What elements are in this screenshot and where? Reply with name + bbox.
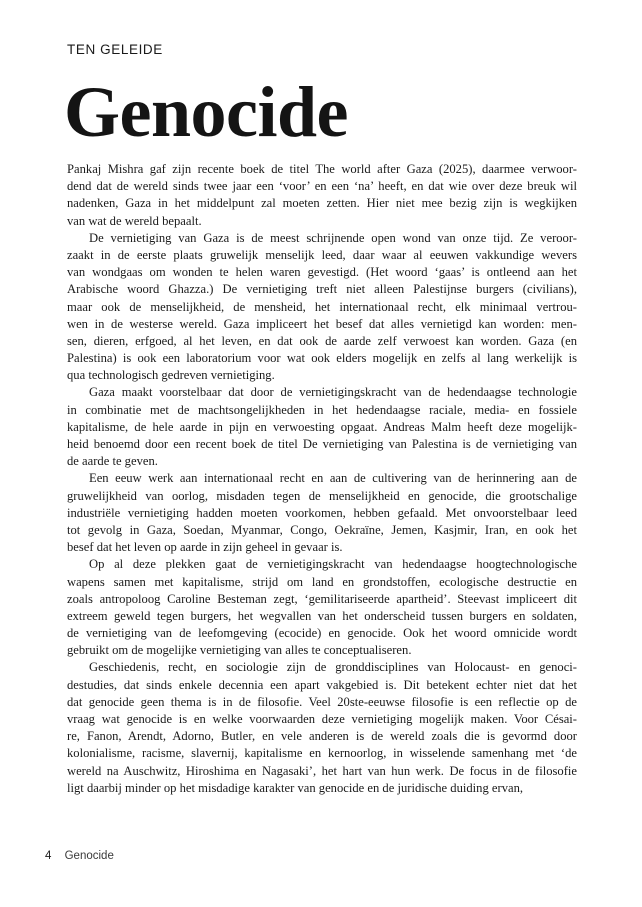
paragraph-line: destudies, dat sinds enkele decennia een apart vakgebied is. Dit betekent echter niet dat het <box>67 677 577 692</box>
paragraph-line: extreem geweld tegen burgers, het wegvallen van het onderscheid tussen burgers en soldaten, <box>67 608 577 623</box>
paragraph-line: zoals antropoloog Caroline Besteman zegt, ‘gemilitariseerde apartheid’. Steevast impliceert dit <box>67 591 577 606</box>
section-kicker: TEN GELEIDE <box>67 42 163 57</box>
paragraph-line: wapens samen met kapitalisme, strijd om land en grondstoffen, ecologische destructie en <box>67 574 577 589</box>
paragraph-line: Arabische woord Ghazza.) De vernietiging treft niet alleen Palestijnse burgers (civilians), <box>67 282 577 297</box>
paragraph-line: wen in de westerse wereld. Gaza impliceert het besef dat alles vernietigd kan worden: men- <box>67 316 577 331</box>
paragraph <box>67 556 577 659</box>
paragraph-line: Pankaj Mishra gaf zijn recente boek de titel The world after Gaza (2025), daarmee verwoor- <box>67 162 577 176</box>
paragraph-line: sen, dieren, erfgoed, al het leven, en dat ook de aarde zelf verwoest kan worden. Gaza (en <box>67 333 577 348</box>
paragraph-line: re, Fanon, Arendt, Adorno, Butler, en vele anderen is de wereld zoals die is gevormd door <box>67 729 577 744</box>
paragraph-line: in combinatie met de machtsongelijkheden in het hedendaagse raciale, media- en fossiele <box>67 402 577 417</box>
paragraph-line: de aarde te geven. <box>67 454 158 469</box>
paragraph <box>67 659 577 797</box>
paragraph-line: besef dat het leven op aarde in zijn geheel in gevaar is. <box>67 540 343 555</box>
page-title: Genocide <box>64 72 348 152</box>
paragraph-line: qua technologisch gedreven vernietiging. <box>67 368 275 383</box>
paragraph-line: kapitalisme, de hele aarde in pijn en verwoesting opgaat. Andreas Malm heeft deze mogelijk- <box>67 419 577 434</box>
paragraph-line: van wondgaas om wonden te helen waren gevestigd. (Het woord ‘gaas’ is ontleend aan het <box>67 265 577 280</box>
paragraph-line: zaakt in de eerste plaats gruwelijk menselijk leed, daar waar al eeuwen vakkundige wevers <box>67 247 577 262</box>
paragraph-line: vraag wat genocide is en welke voorwaarden deze vernietiging mogelijk maken. Voor Césai- <box>67 712 577 726</box>
paragraph-line: gebruikt om de mogelijke vernietiging van alles te conceptualiseren. <box>67 643 412 658</box>
article-body <box>67 161 577 797</box>
paragraph-line: heid benoemd door een recent boek de titel De vernietiging van Palestina is de vernietiging van <box>67 437 577 451</box>
paragraph-line: ligt daarbij minder op het misdadige karakter van genocide en de juridische duiding ervan, <box>67 780 524 795</box>
paragraph <box>67 470 577 556</box>
paragraph-line: de vernietiging van de leefomgeving (ecocide) en genocide. Ook het woord omnicide wordt <box>67 626 577 641</box>
running-title: Genocide <box>64 850 114 862</box>
paragraph-line: Geschiedenis, recht, en sociologie zijn de gronddisciplines van Holocaust- en genoci- <box>89 660 577 675</box>
paragraph-line: nadenken, Gaza in het middelpunt zal moeten zetten. Hier niet mee bezig zijn is wegkijken <box>67 196 577 211</box>
paragraph <box>67 230 577 385</box>
paragraph-line: tot gevolg in Gaza, Soedan, Myanmar, Congo, Oekraïne, Jemen, Kasjmir, Iran, en ook het <box>67 522 577 537</box>
paragraph <box>67 161 577 230</box>
paragraph-line: industriële vernietiging hadden moeten voorkomen, hebben gefaald. Met onvoorstelbaar leed <box>67 505 577 520</box>
paragraph-line: Gaza maakt voorstelbaar dat door de vernietigingskracht van de hedendaagse technologie <box>89 385 577 400</box>
paragraph-line: Een eeuw werk aan internationaal recht en aan de cultivering van de herinnering aan de <box>89 471 577 486</box>
paragraph-line: gruwelijkheid van oorlog, misdaden tegen de menselijkheid en genocide, die grootschalige <box>67 488 577 503</box>
page-footer <box>45 850 114 862</box>
paragraph-line: De vernietiging van Gaza is de meest schrijnende open wond van onze tijd. Ze veroor- <box>89 230 577 245</box>
paragraph-line: van wat de wereld bepaalt. <box>67 213 202 228</box>
page-number: 4 <box>45 850 52 862</box>
paragraph-line: Palestina) is ook een laboratorium voor wat ook elders mogelijk en zelfs al lang werkelijk is <box>67 351 577 366</box>
paragraph-line: dend dat de wereld sinds twee jaar een ‘voor’ en een ‘na’ heeft, en dat wie over deze breuk wil <box>67 179 577 194</box>
paragraph-line: maar ook de menselijkheid, de mensheid, het internationaal recht, elk minimaal vertrou- <box>67 299 577 314</box>
paragraph-line: dat genocide geen thema is in de filosofie. Veel 20ste-eeuwse filosofie is een reflectie op de <box>67 694 577 709</box>
paragraph <box>67 384 577 470</box>
paragraph-line: kolonialisme, racisme, slavernij, kapitalisme en kernoorlog, in wisselende samenhang met ‘de <box>67 746 577 761</box>
paragraph-line: Op al deze plekken gaat de vernietigingskracht van hedendaagse hoogtechnologische <box>89 557 577 572</box>
paragraph-line: wereld na Auschwitz, Hiroshima en Nagasaki’, het hart van hun werk. De focus in de filosofie <box>67 763 577 778</box>
